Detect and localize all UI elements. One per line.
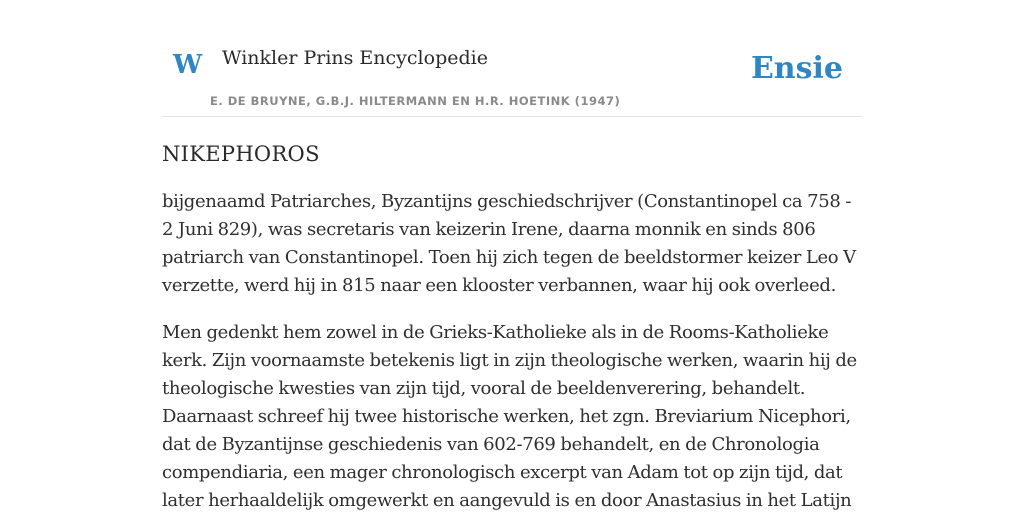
article-paragraph: bijgenaamd Patriarches, Byzantijns geschiedschrijver (Constantinopel ca 758 - 2 Juni 829), was secretaris van keizerin Irene, daarna monnik en sinds 806 patriarch van Constantinopel. Toen hij zich tegen de beeldstormer keizer Leo V verzette, werd hij in 815 naar een klooster verbannen, waar hij ook overleed. <box>162 191 856 296</box>
article <box>162 138 862 512</box>
article-title: NIKEPHOROS <box>162 142 320 166</box>
site-header <box>162 0 862 117</box>
ensie-brand-link[interactable]: Ensie <box>750 51 843 86</box>
encyclopedia-title[interactable]: Winkler Prins Encyclopedie <box>222 47 488 69</box>
encyclopedia-authors: E. DE BRUYNE, G.B.J. HILTERMANN EN H.R. HOETINK (1947) <box>210 94 621 108</box>
article-paragraph: Men gedenkt hem zowel in de Grieks-Katholieke als in de Rooms-Katholieke kerk. Zijn voornaamste betekenis ligt in zijn theologische werken, waarin hij de theologische kwesties van zijn tijd, vooral de beeldenverering, behandelt. Daarnaast schreef hij twee historische werken, het zgn. Breviarium Nicephori, dat de Byzantijnse geschiedenis van 602-769 behandelt, en de Chronologia compendiaria, een mager chronologisch excerpt van Adam tot op zijn tijd, dat later herhaaldelijk omgewerkt en aangevuld is en door Anastasius in het Latijn <box>162 322 857 511</box>
encyclopedia-logo[interactable]: W <box>173 50 203 80</box>
